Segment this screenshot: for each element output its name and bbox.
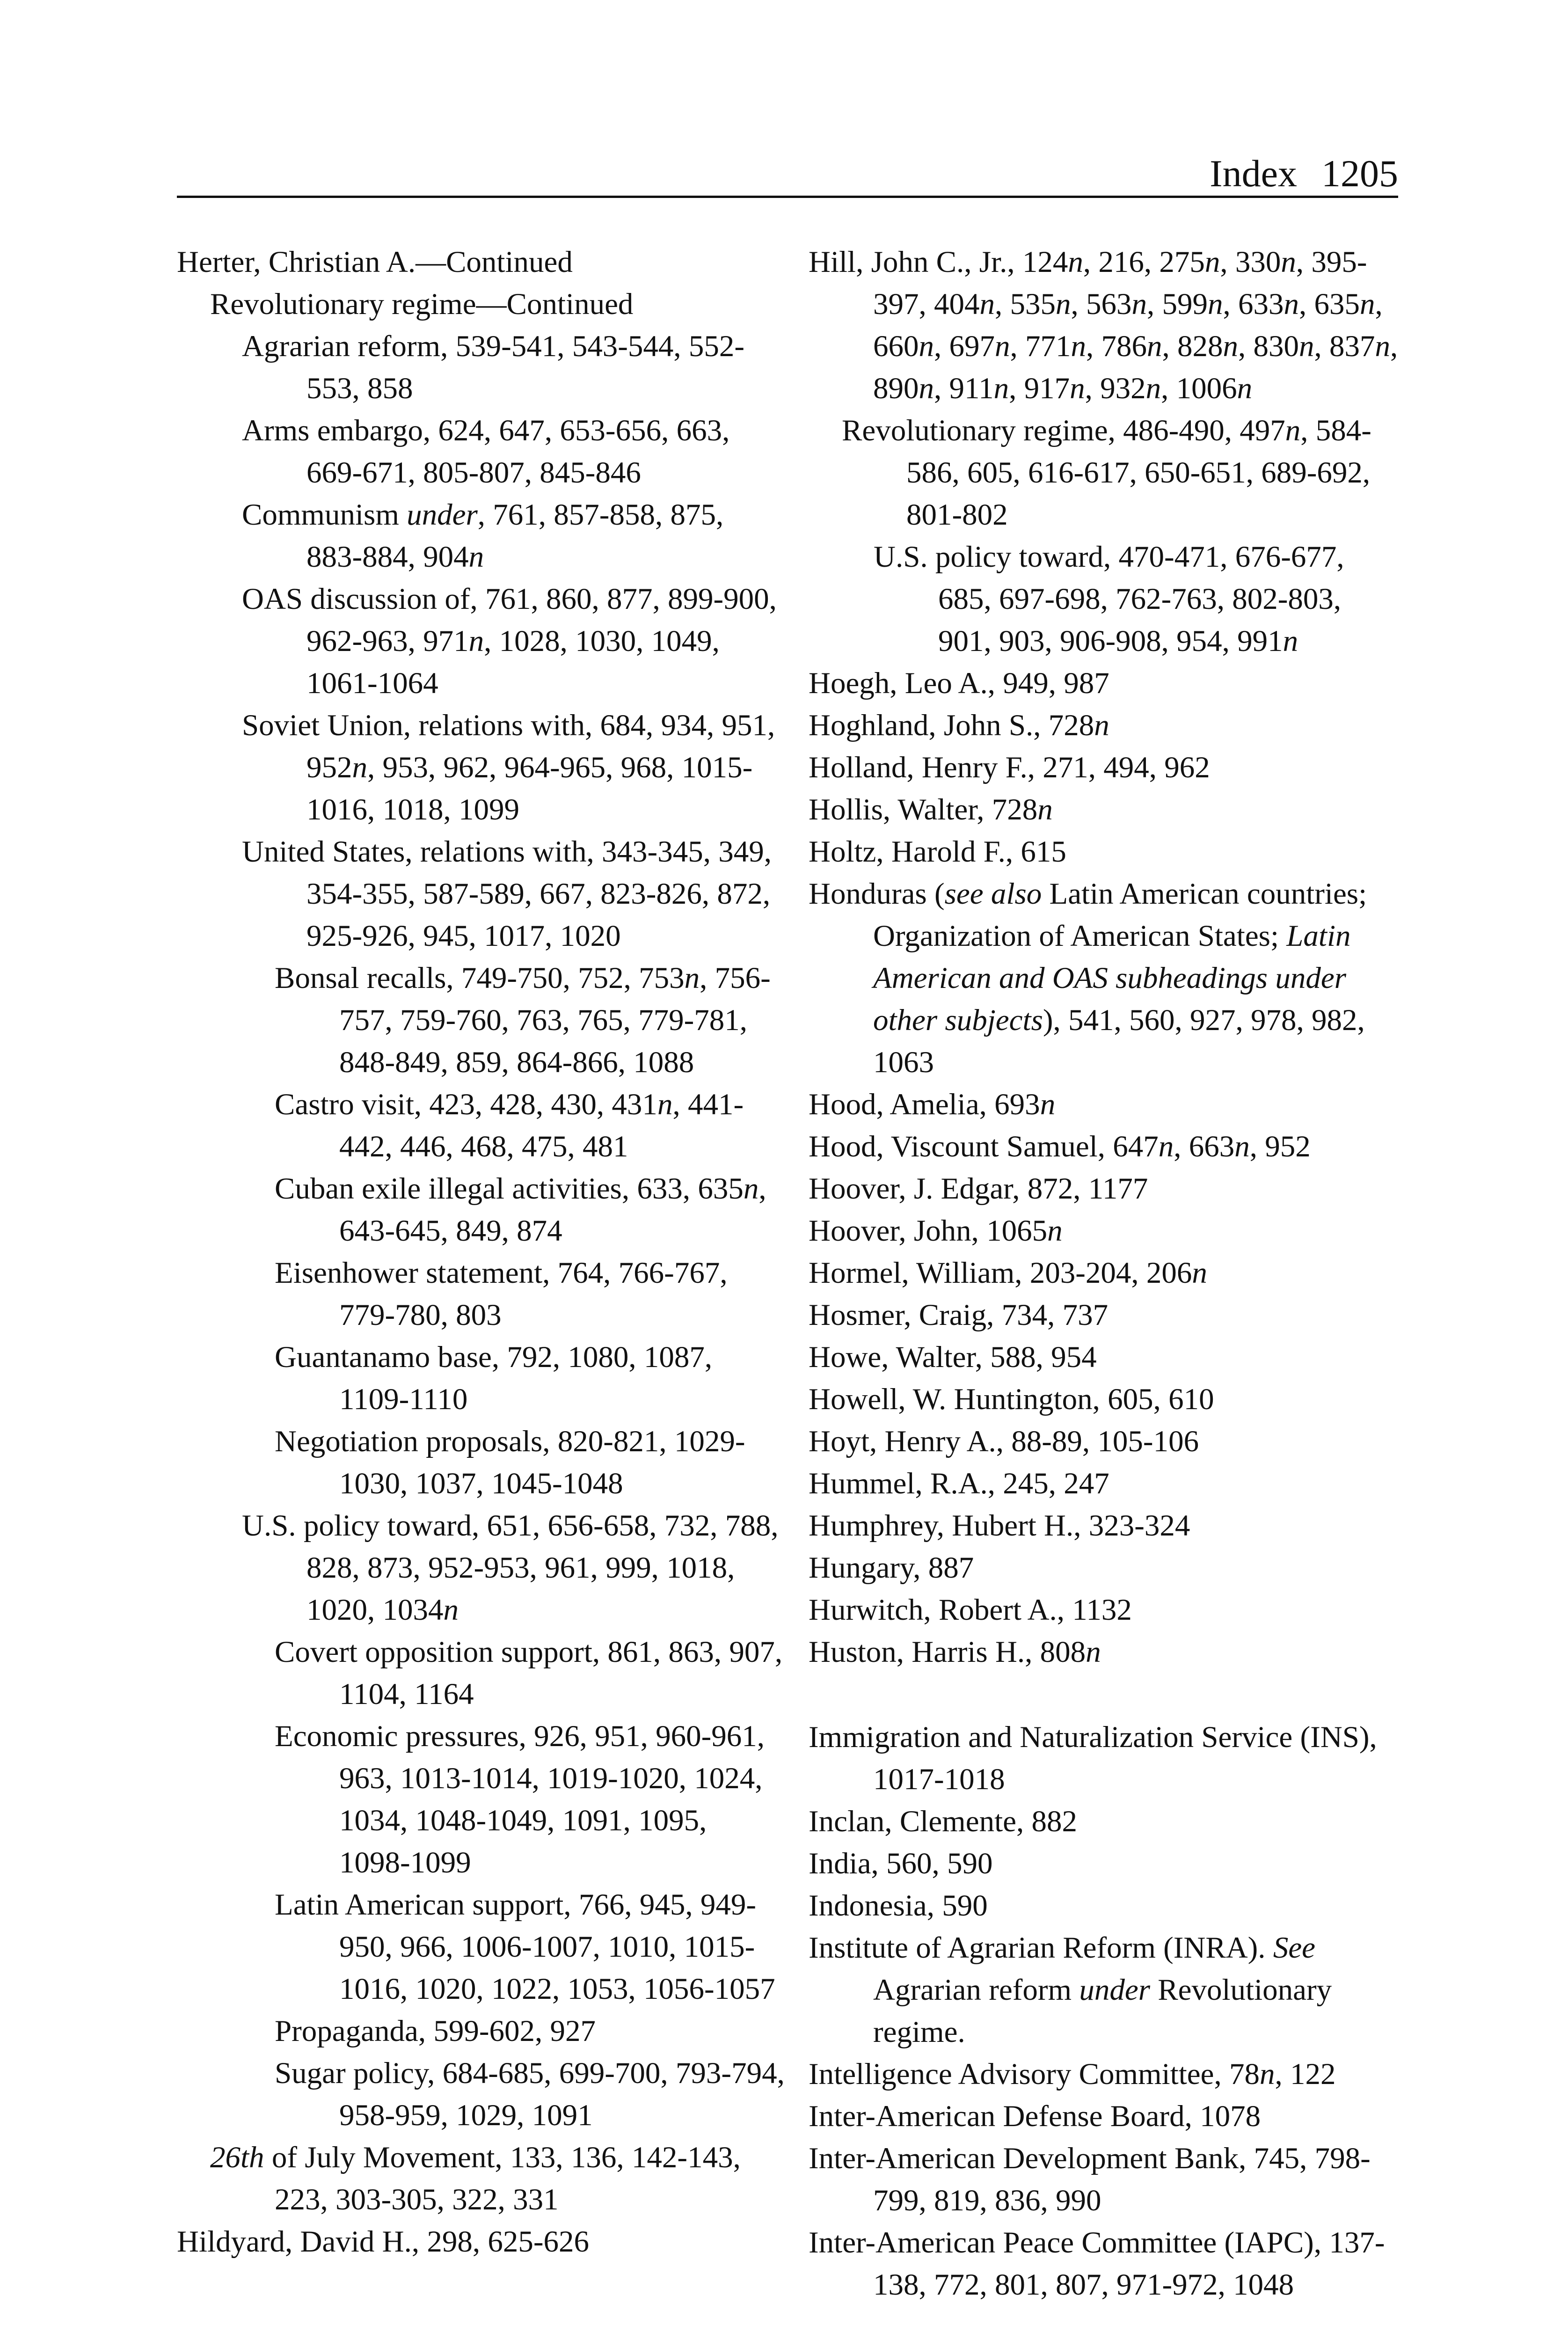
index-subentry: Arms embargo, 624, 647, 653-656, 663, 669-671, 805-807, 845-846: [242, 414, 730, 490]
index-subentry: Negotiation proposals, 820-821, 1029-1030, 1037, 1045-1048: [275, 1425, 745, 1500]
header-text: [1210, 154, 1398, 193]
index-subentry: Revolutionary regime—Continued: [210, 287, 634, 321]
index-column-right: [809, 241, 1399, 2306]
index-entry: Hill, John C., Jr., 124n, 216, 275n, 330n, 395-397, 404n, 535n, 563n, 599n, 633n, 635n, 660n, 697n, 771n, 786n, 828n, 830n, 837n, 890n, 911n, 917n, 932n, 1006n: [809, 245, 1398, 405]
index-entry: Inter-American Development Bank, 745, 798-799, 819, 836, 990: [809, 2142, 1371, 2217]
index-subentry: Soviet Union, relations with, 684, 934, 951, 952n, 953, 962, 964-965, 968, 1015-1016, 1018, 1099: [242, 709, 775, 826]
index-column-left: [177, 241, 785, 2263]
index-entry: Hoyt, Henry A., 88-89, 105-106: [809, 1425, 1199, 1458]
index-entry: Holtz, Harold F., 615: [809, 835, 1066, 869]
index-subentry: Covert opposition support, 861, 863, 907, 1104, 1164: [275, 1635, 783, 1711]
index-subentry: Castro visit, 423, 428, 430, 431n, 441-442, 446, 468, 475, 481: [275, 1088, 744, 1163]
index-entry: Howell, W. Huntington, 605, 610: [809, 1382, 1214, 1416]
index-subentry: Cuban exile illegal activities, 633, 635n, 643-645, 849, 874: [275, 1172, 766, 1248]
index-entry: Indonesia, 590: [809, 1889, 988, 1923]
index-entry: Hollis, Walter, 728n: [809, 793, 1053, 826]
index-entry: Intelligence Advisory Committee, 78n, 122: [809, 2057, 1336, 2091]
index-subentry: Sugar policy, 684-685, 699-700, 793-794, 958-959, 1029, 1091: [275, 2056, 785, 2132]
index-entry: Hood, Viscount Samuel, 647n, 663n, 952: [809, 1130, 1311, 1163]
index-entry: Inclan, Clemente, 882: [809, 1805, 1077, 1838]
index-entry: Holland, Henry F., 271, 494, 962: [809, 751, 1210, 784]
index-entry: India, 560, 590: [809, 1847, 993, 1880]
index-entry: Hoghland, John S., 728n: [809, 709, 1109, 742]
index-entry: Hoover, J. Edgar, 872, 1177: [809, 1172, 1148, 1206]
page-number: 1205: [1321, 152, 1398, 195]
index-entry: Hormel, William, 203-204, 206n: [809, 1256, 1207, 1290]
index-subentry: Latin American support, 766, 945, 949-950, 966, 1006-1007, 1010, 1015-1016, 1020, 1022, 1053, 1056-1057: [275, 1888, 775, 2006]
index-entry: Hoover, John, 1065n: [809, 1214, 1063, 1248]
index-entry: Hosmer, Craig, 734, 737: [809, 1298, 1109, 1332]
index-subentry: U.S. policy toward, 651, 656-658, 732, 788, 828, 873, 952-953, 961, 999, 1018, 1020, 1034n: [242, 1509, 779, 1627]
index-entry: Hildyard, David H., 298, 625-626: [177, 2225, 589, 2259]
index-entry: Inter-American Peace Committee (IAPC), 137-138, 772, 801, 807, 971-972, 1048: [809, 2226, 1385, 2302]
index-entry: Huston, Harris H., 808n: [809, 1635, 1101, 1669]
index-entry: Immigration and Naturalization Service (INS), 1017-1018: [809, 1720, 1377, 1796]
index-subentry: Guantanamo base, 792, 1080, 1087, 1109-1110: [275, 1340, 713, 1416]
index-entry: Hungary, 887: [809, 1551, 974, 1585]
index-entry: Howe, Walter, 588, 954: [809, 1340, 1097, 1374]
index-entry: Hurwitch, Robert A., 1132: [809, 1593, 1132, 1627]
header-title: Index: [1210, 152, 1297, 195]
index-subentry: Eisenhower statement, 764, 766-767, 779-780, 803: [275, 1256, 728, 1332]
index-subentry: Communism under, 761, 857-858, 875, 883-884, 904n: [242, 498, 724, 574]
index-entry: Herter, Christian A.—Continued: [177, 245, 573, 279]
index-entry: Inter-American Defense Board, 1078: [809, 2099, 1261, 2133]
index-entry: Institute of Agrarian Reform (INRA). See Agrarian reform under Revolutionary regime.: [809, 1931, 1332, 2049]
index-subentry: 26th of July Movement, 133, 136, 142-143, 223, 303-305, 322, 331: [210, 2141, 741, 2216]
index-subentry: Agrarian reform, 539-541, 543-544, 552-553, 858: [242, 329, 745, 405]
page-header: [177, 140, 1398, 198]
index-subentry: Economic pressures, 926, 951, 960-961, 963, 1013-1014, 1019-1020, 1024, 1034, 1048-1049, 1091, 1095, 1098-1099: [275, 1719, 765, 1879]
index-subentry: Bonsal recalls, 749-750, 752, 753n, 756-757, 759-760, 763, 765, 779-781, 848-849, 859, 864-866, 1088: [275, 961, 771, 1079]
index-entry: Humphrey, Hubert H., 323-324: [809, 1509, 1190, 1543]
index-subentry: U.S. policy toward, 470-471, 676-677, 685, 697-698, 762-763, 802-803, 901, 903, 906-908, 954, 991n: [874, 540, 1344, 658]
index-subentry: OAS discussion of, 761, 860, 877, 899-900, 962-963, 971n, 1028, 1030, 1049, 1061-1064: [242, 582, 777, 700]
index-subentry: Propaganda, 599-602, 927: [275, 2014, 596, 2048]
index-entry: Honduras (see also Latin American countries; Organization of American States; Latin American and OAS subheadings under other subjects), 541, 560, 927, 978, 982, 1063: [809, 877, 1367, 1079]
index-subentry: Revolutionary regime, 486-490, 497n, 584-586, 605, 616-617, 650-651, 689-692, 801-802: [842, 414, 1371, 532]
index-subentry: United States, relations with, 343-345, 349, 354-355, 587-589, 667, 823-826, 872, 925-926, 945, 1017, 1020: [242, 835, 772, 953]
index-entry: Hoegh, Leo A., 949, 987: [809, 666, 1109, 700]
index-entry: Hummel, R.A., 245, 247: [809, 1467, 1109, 1500]
index-entry: Hood, Amelia, 693n: [809, 1088, 1056, 1121]
